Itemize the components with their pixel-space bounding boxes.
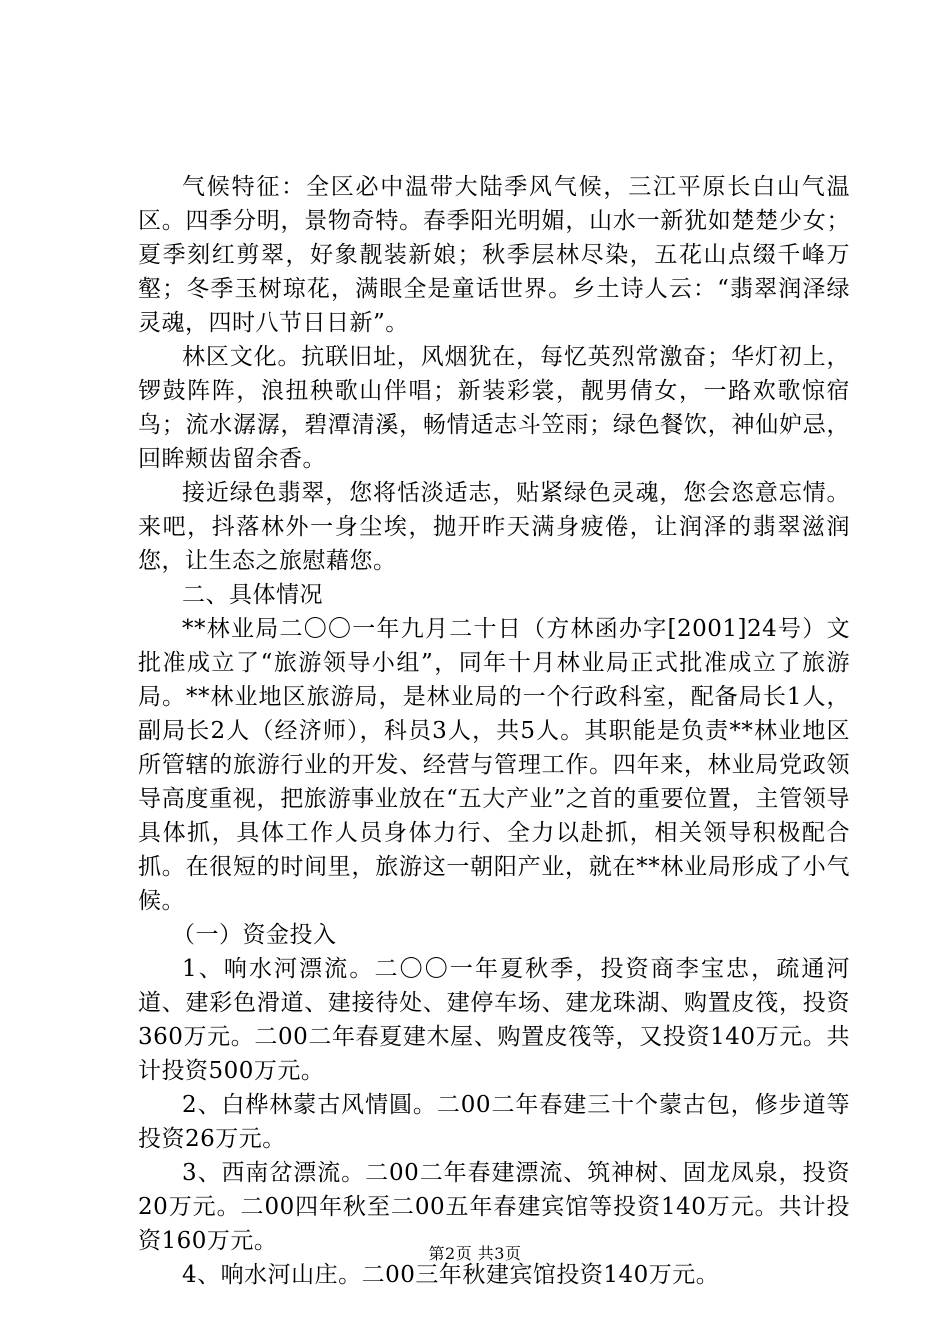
page-footer: 第2页 共3页 [428,1244,522,1263]
list-item-investment-3: 3、西南岔漂流。二00二年春建漂流、筑神树、固龙凤泉，投资20万元。二00四年秋至二00五年春建宾馆等投资140万元。共计投资160万元。 [138,1160,850,1254]
section-heading-specifics: 二、具体情况 [182,582,323,608]
paragraph-tourism-bureau: **林业局二〇〇一年九月二十日（方林函办字[2001]24号）文批准成立了“旅游领导小组”，同年十月林业局正式批准成立了旅游局。**林业地区旅游局，是林业局的一个行政科室，配备局长1人，副局长2人（经济师），科员3人，共5人。其职能是负责**林业地区所管辖的旅游行业的开发、经营与管理工作。四年来，林业局党政领导高度重视，把旅游事业放在“五大产业”之首的重要位置，主管领导具体抓，具体工作人员身体力行、全力以赴抓，相关领导积极配合抓。在很短的时间里，旅游这一朝阳产业，就在**林业局形成了小气候。 [138,616,850,914]
document-body [138,170,850,1292]
list-item-investment-2: 2、白桦林蒙古风情圓。二00二年春建三十个蒙古包，修步道等投资26万元。 [138,1092,850,1152]
paragraph-invitation: 接近绿色翡翠，您将恬淡适志，贴紧绿色灵魂，您会恣意忘情。来吧，抖落林外一身尘埃，抛开昨天满身疲倦，让润泽的翡翠滋润您，让生态之旅慰藉您。 [138,480,850,574]
list-item-investment-1: 1、响水河漂流。二〇〇一年夏秋季，投资商李宝忠，疏通河道、建彩色滑道、建接待处、建停车场、建龙珠湖、购置皮筏，投资360万元。二00二年春夏建木屋、购置皮筏等，又投资140万元。共计投资500万元。 [138,956,850,1084]
paragraph-forest-culture: 林区文化。抗联旧址，风烟犹在，每忆英烈常激奋；华灯初上，锣鼓阵阵，浪扭秧歌山伴唱；新装彩裳，靓男倩女，一路欢歌惊宿鸟；流水潺潺，碧潭清溪，畅情适志斗笠雨；绿色餐饮，神仙妒忌，回眸颊齿留余香。 [138,344,850,472]
paragraph-climate: 气候特征：全区必中温带大陆季风气候，三江平原长白山气温区。四季分明，景物奇特。春季阳光明媚，山水一新犹如楚楚少女；夏季刻红剪翠，好象靓装新娘；秋季层林尽染，五花山点缀千峰万壑；冬季玉树琼花，满眼全是童话世界。乡土诗人云：“翡翠润泽绿灵魂，四时八节日日新”。 [138,174,850,336]
subsection-heading-investment: （一）资金投入 [172,922,337,948]
list-item-investment-4: 4、响水河山庄。二00三年秋建宾馆投资140万元。 [182,1262,720,1288]
